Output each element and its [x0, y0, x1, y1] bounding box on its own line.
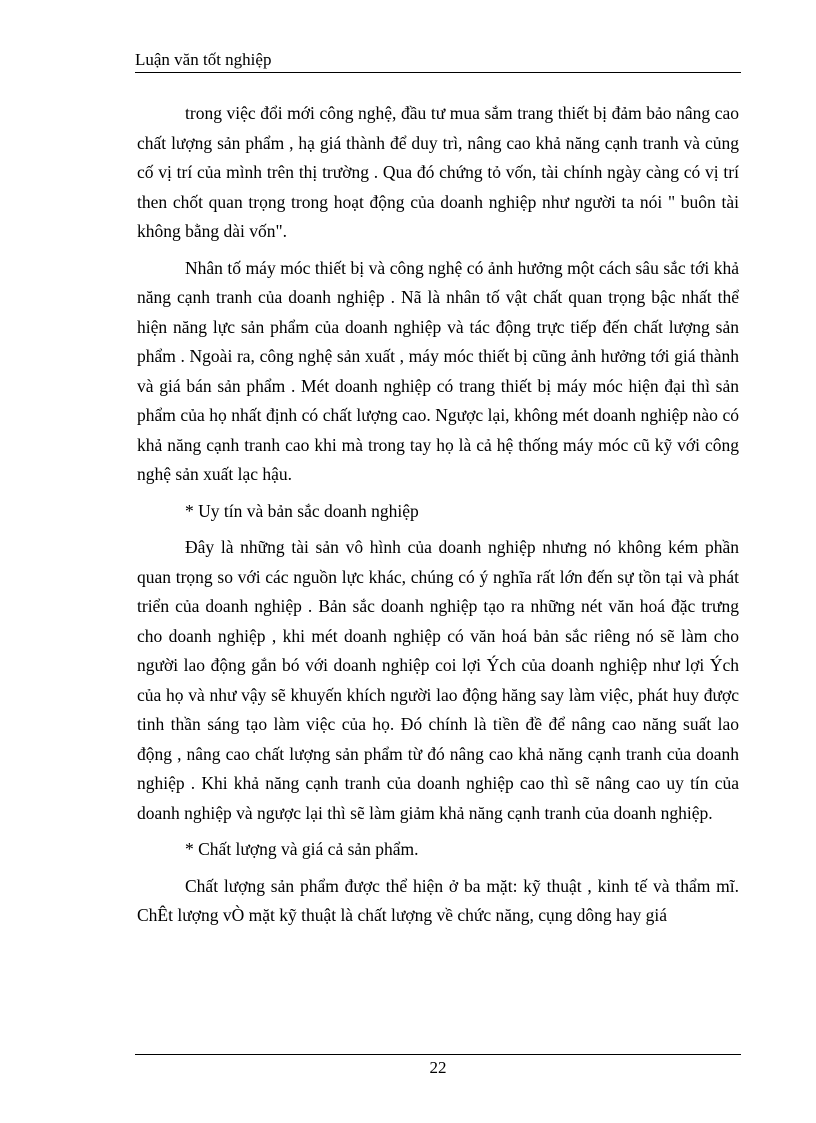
- section-heading-reputation: * Uy tín và bản sắc doanh nghiệp: [185, 500, 419, 521]
- page-header: [135, 50, 741, 73]
- section-heading-quality-price: * Chất lượng và giá cả sản phẩm.: [185, 839, 419, 859]
- header-title: Luận văn tốt nghiệp: [135, 50, 272, 69]
- document-body: [137, 99, 739, 938]
- page-number: 22: [429, 1058, 447, 1077]
- paragraph-technology: Nhân tố máy móc thiết bị và công nghệ có ảnh hưởng một cách sâu sắc tới khả năng cạnh tranh của doanh nghiệp . Nã là nhân tố vật chất quan trọng bậc nhất thể hiện năng lực sản phẩm của doanh nghiệp và tác động trực tiếp đến chất lượng sản phẩm . Ngoài ra, công nghệ sản xuất , máy móc thiết bị cũng ảnh hưởng tới giá thành và giá bán sản phẩm . Mét doanh nghiệp có trang thiết bị máy móc hiện đại thì sản phẩm của họ nhất định có chất lượng cao. Ngược lại, không mét doanh nghiệp nào có khả năng cạnh tranh cao khi mà trong tay họ là cả hệ thống máy móc cũ kỹ với công nghệ sản xuất lạc hậu.: [137, 257, 739, 484]
- paragraph-reputation: Đây là những tài sản vô hình của doanh nghiệp nhưng nó không kém phần quan trọng so với các nguồn lực khác, chúng có ý nghĩa rất lớn đến sự tồn tại và phát triển của doanh nghiệp . Bản sắc doanh nghiệp tạo ra những nét văn hoá đặc trưng cho doanh nghiệp , khi mét doanh nghiệp có văn hoá bản sắc riêng nó sẽ làm cho người lao động gắn bó với doanh nghiệp coi lợi Ých của doanh nghiệp như lợi Ých của họ và như vậy sẽ khuyến khích người lao động hăng say làm việc, phát huy được tinh thần sáng tạo làm việc của họ. Đó chính là tiền đề để nâng cao năng suất lao động , nâng cao chất lượng sản phẩm từ đó nâng cao khả năng cạnh tranh của doanh nghiệp . Khi khả năng cạnh tranh của doanh nghiệp cao thì sẽ nâng cao uy tín của doanh nghiệp và ngược lại thì sẽ làm giảm khả năng cạnh tranh của doanh nghiệp.: [137, 537, 739, 823]
- paragraph-finance: trong việc đổi mới công nghệ, đầu tư mua sắm trang thiết bị đảm bảo nâng cao chất lượng sản phẩm , hạ giá thành để duy trì, nâng cao khả năng cạnh tranh và củng cố vị trí của mình trên thị trường . Qua đó chứng tỏ vốn, tài chính ngày càng có vị trí then chốt quan trọng trong hoạt động của doanh nghiệp như người ta nói " buôn tài không bằng dài vốn".: [137, 103, 739, 241]
- footer-divider: [135, 1054, 741, 1055]
- paragraph-quality: Chất lượng sản phẩm được thể hiện ở ba mặt: kỹ thuật , kinh tế và thẩm mĩ. ChÊt lượng vÒ mặt kỹ thuật là chất lượng về chức năng, cụng dông hay giá: [137, 875, 739, 925]
